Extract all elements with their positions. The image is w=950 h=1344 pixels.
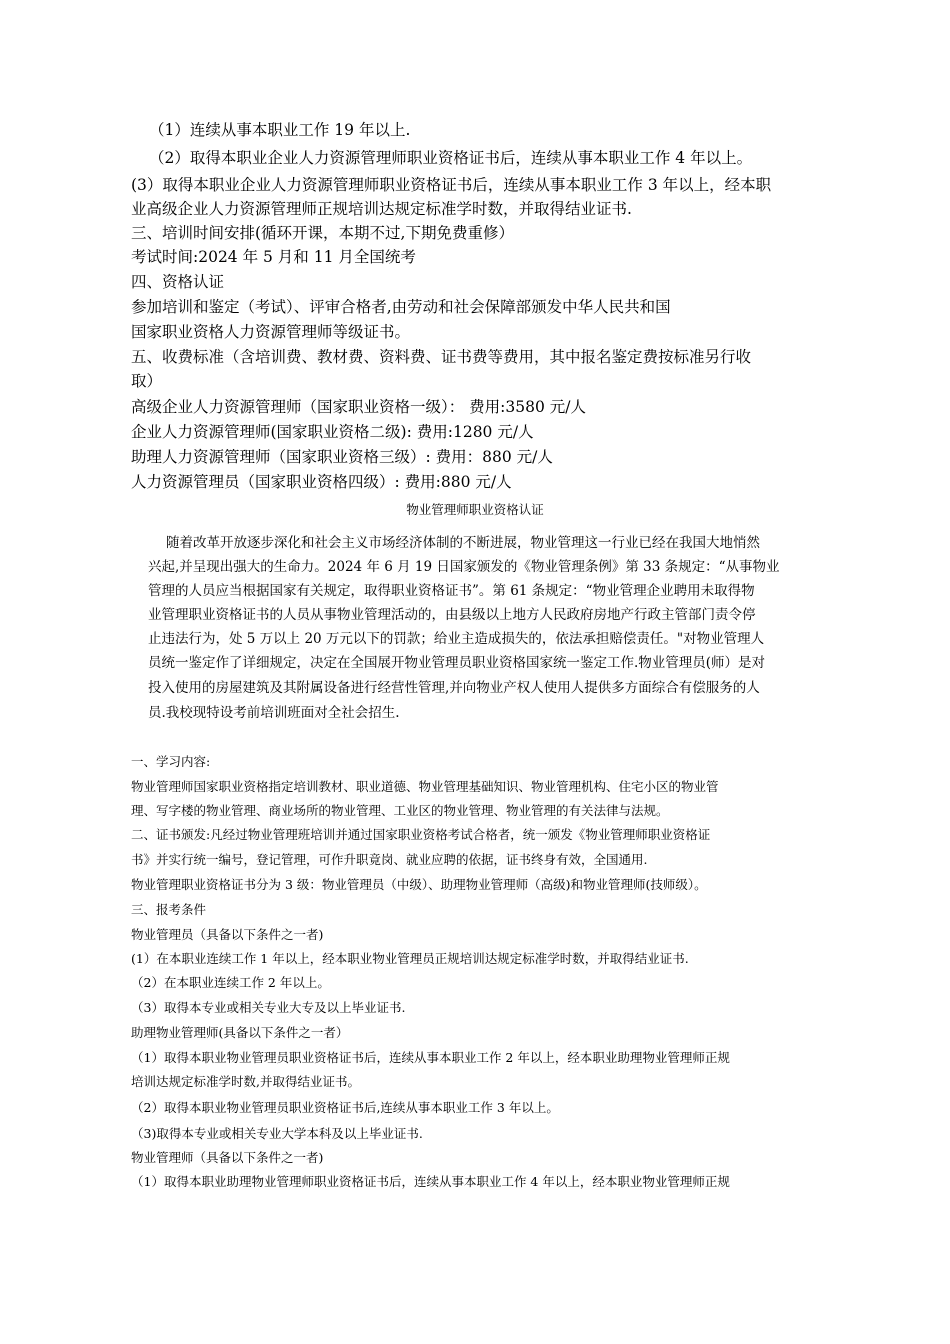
text-line: （2）取得本职业企业人力资源管理师职业资格证书后，连续从事本职业工作 4 年以上。: [149, 149, 753, 167]
text-line: 业管理职业资格证书的人员从事物业管理活动的，由县级以上地方人民政府房地产行政主管部门责令停: [148, 607, 756, 623]
text-line: 国家职业资格人力资源管理师等级证书。: [131, 323, 411, 341]
text-line: 物业管理职业资格证书分为 3 级：物业管理员（中级）、助理物业管理师（高级)和物业管理师(技师级）。: [131, 877, 707, 892]
text-line: (3）取得本职业企业人力资源管理师职业资格证书后，连续从事本职业工作 3 年以上，经本职: [131, 176, 772, 194]
text-line: 培训达规定标准学时数,并取得结业证书。: [131, 1074, 360, 1089]
text-line: 理、写字楼的物业管理、商业场所的物业管理、工业区的物业管理、物业管理的有关法律与法规。: [131, 803, 669, 818]
text-line: 高级企业人力资源管理师（国家职业资格一级）： 费用:3580 元/人: [131, 398, 586, 416]
text-line: 投入使用的房屋建筑及其附属设备进行经营性管理,并向物业产权人使用人提供多方面综合有偿服务的人: [148, 680, 760, 696]
text-line: （1）连续从事本职业工作 19 年以上.: [149, 121, 411, 139]
text-line: （3）取得本专业或相关专业大专及以上毕业证书.: [131, 1000, 406, 1015]
text-line: 物业管理师（具备以下条件之一者): [131, 1150, 324, 1165]
text-line: （3)取得本专业或相关专业大学本科及以上毕业证书.: [131, 1126, 423, 1141]
text-line: 助理人力资源管理师（国家职业资格三级）: 费用：880 元/人: [131, 448, 553, 466]
text-line: （2）在本职业连续工作 2 年以上。: [131, 975, 330, 990]
text-line: 物业管理员（具备以下条件之一者): [131, 927, 324, 942]
text-line: 二、证书颁发:凡经过物业管理班培训并通过国家职业资格考试合格者，统一颁发《物业管理师职业资格证: [131, 827, 711, 842]
text-line: 四、资格认证: [131, 273, 225, 291]
text-line: 物业管理师国家职业资格指定培训教材、职业道德、物业管理基础知识、物业管理机构、住宅小区的物业管: [131, 779, 719, 794]
text-line: 止违法行为，处 5 万以上 20 万元以下的罚款；给业主造成损失的，依法承担赔偿责任。"对物业管理人: [148, 631, 765, 647]
text-line: （2）取得本职业物业管理员职业资格证书后,连续从事本职业工作 3 年以上。: [131, 1100, 559, 1115]
text-line: 参加培训和鉴定（考试）、评审合格者,由劳动和社会保障部颁发中华人民共和国: [131, 298, 671, 316]
text-line: 三、报考条件: [131, 902, 207, 917]
text-line: 随着改革开放逐步深化和社会主义市场经济体制的不断进展，物业管理这一行业已经在我国大地悄然: [166, 535, 760, 551]
text-line: 人力资源管理员（国家职业资格四级）: 费用:880 元/人: [131, 473, 512, 491]
text-line: 管理的人员应当根据国家有关规定，取得职业资格证书”。第 61 条规定：“物业管理企业聘用未取得物: [148, 583, 755, 599]
text-line: （1）取得本职业助理物业管理师职业资格证书后，连续从事本职业工作 4 年以上，经本职业物业管理师正规: [131, 1174, 730, 1189]
text-line: 五、收费标准（含培训费、教材费、资料费、证书费等费用，其中报名鉴定费按标准另行收: [131, 348, 752, 366]
section-title: 物业管理师职业资格认证: [406, 502, 544, 517]
text-line: 兴起,并呈现出强大的生命力。2024 年 6 月 19 日国家颁发的《物业管理条例》第 33 条规定：“从事物业: [148, 559, 780, 575]
text-line: 考试时间:2024 年 5 月和 11 月全国统考: [131, 248, 416, 266]
text-line: 三、培训时间安排(循环开课，本期不过,下期免费重修）: [131, 224, 514, 242]
text-line: （1）取得本职业物业管理员职业资格证书后，连续从事本职业工作 2 年以上，经本职业助理物业管理师正规: [131, 1050, 730, 1065]
text-line: 一、学习内容:: [131, 754, 211, 769]
text-line: 取）: [131, 372, 163, 390]
text-line: 助理物业管理师(具备以下条件之一者）: [131, 1025, 349, 1040]
text-line: (1）在本职业连续工作 1 年以上，经本职业物业管理员正规培训达规定标准学时数，并取得结业证书.: [131, 951, 689, 966]
text-line: 员.我校现特设考前培训班面对全社会招生.: [148, 705, 400, 721]
text-line: 员统一鉴定作了详细规定，决定在全国展开物业管理员职业资格国家统一鉴定工作.物业管理员(师）是对: [148, 655, 766, 671]
text-line: 书》并实行统一编号，登记管理，可作升职竟岗、就业应聘的依据，证书终身有效，全国通用.: [131, 852, 648, 867]
text-line: 企业人力资源管理师(国家职业资格二级): 费用:1280 元/人: [131, 423, 534, 441]
text-line: 业高级企业人力资源管理师正规培训达规定标准学时数，并取得结业证书.: [131, 200, 632, 218]
